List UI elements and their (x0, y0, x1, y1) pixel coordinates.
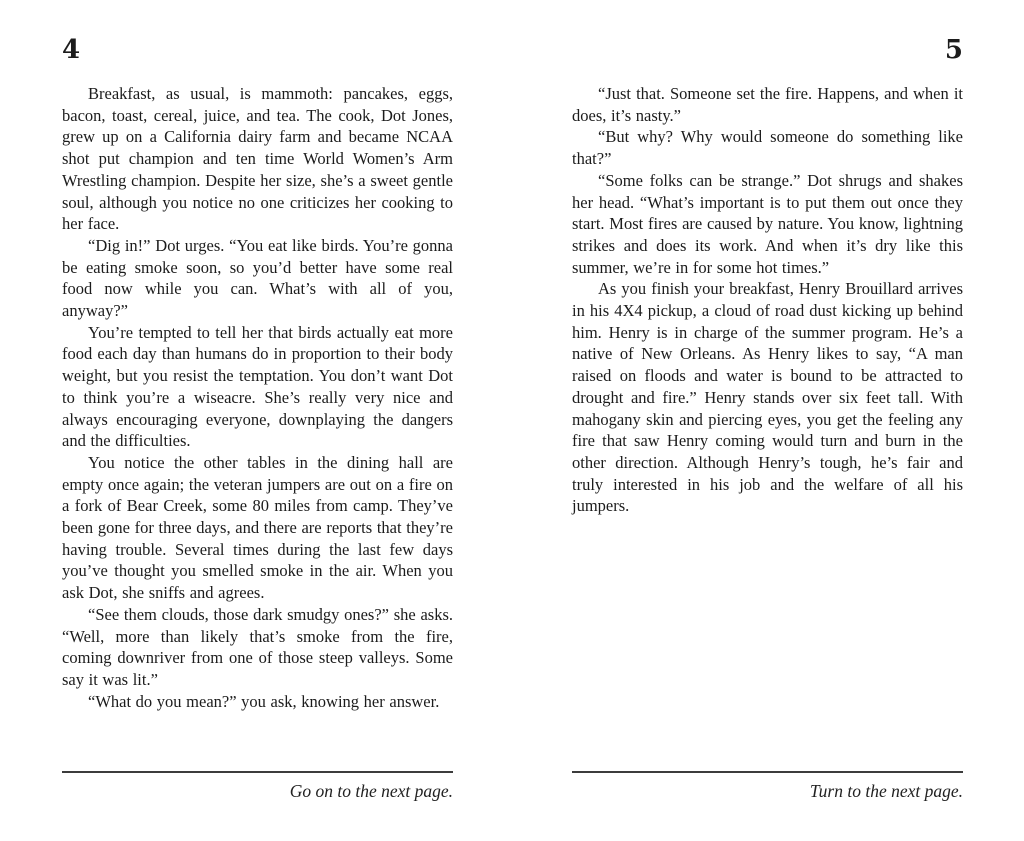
paragraph: “Dig in!” Dot urges. “You eat like birds. You’re gonna be eating smoke soon, so you’d better have some real food now while you can. What’s with all of you, anyway?” (62, 235, 453, 321)
paragraph: “See them clouds, those dark smudgy ones?” she asks. “Well, more than likely that’s smoke from the fire, coming downriver from one of those steep valleys. Some say it was lit.” (62, 604, 453, 689)
page-footer (572, 771, 963, 802)
page-left (62, 36, 453, 712)
paragraph: Breakfast, as usual, is mammoth: pancakes, eggs, bacon, toast, cereal, juice, and tea. The cook, Dot Jones, grew up on a California dairy farm and became NCAA shot put champion and ten time World Women’s Arm Wrestling champion. Despite her size, she’s a sweet gentle soul, although you notice no one criticizes her cooking to her face. (62, 84, 453, 234)
paragraph: “Some folks can be strange.” Dot shrugs and shakes her head. “What’s important is to put them out once they start. Most fires are caused by nature. You know, lightning strikes and does its work. And when it’s dry like this summer, we’re in for some hot times.” (572, 170, 963, 277)
page-body (62, 83, 453, 712)
page-footer (62, 771, 453, 802)
page-number: 5 (944, 35, 963, 65)
paragraph: As you finish your breakfast, Henry Brouillard arrives in his 4X4 pickup, a cloud of road dust kicking up behind him. Henry is in charge of the summer program. He’s a native of New Orleans. As Henry likes to say, “A man raised on floods and water is bound to be attracted to drought and fire.” Henry stands over six feet tall. With mahogany skin and piercing eyes, you get the feeling any fire that saw Henry coming would turn and burn in the other direction. Although Henry’s tough, he’s fair and truly interested in his job and the welfare of all his jumpers. (572, 279, 963, 516)
footer-instruction: Turn to the next page. (809, 781, 963, 801)
footer-instruction: Go on to the next page. (289, 781, 453, 801)
paragraph: You notice the other tables in the dining hall are empty once again; the veteran jumpers are out on a fire on a fork of Bear Creek, some 80 miles from camp. They’ve been gone for three days, and there are reports that they’re having trouble. Several times during the last few days you’ve thought you smelled smoke in the air. When you ask Dot, she sniffs and agrees. (62, 452, 453, 603)
paragraph: You’re tempted to tell her that birds actually eat more food each day than humans do in proportion to their body weight, but you resist the temptation. You don’t want Dot to think you’re a wiseacre. She’s really very nice and always encouraging everyone, downplaying the dangers and the difficulties. (62, 322, 453, 451)
paragraph: “Just that. Someone set the fire. Happens, and when it does, it’s nasty.” (572, 84, 963, 125)
page-body (572, 83, 963, 517)
paragraph: “What do you mean?” you ask, knowing her answer. (88, 691, 440, 711)
page-number: 4 (62, 35, 81, 65)
page-right (572, 36, 963, 517)
paragraph: “But why? Why would someone do something like that?” (572, 127, 963, 169)
